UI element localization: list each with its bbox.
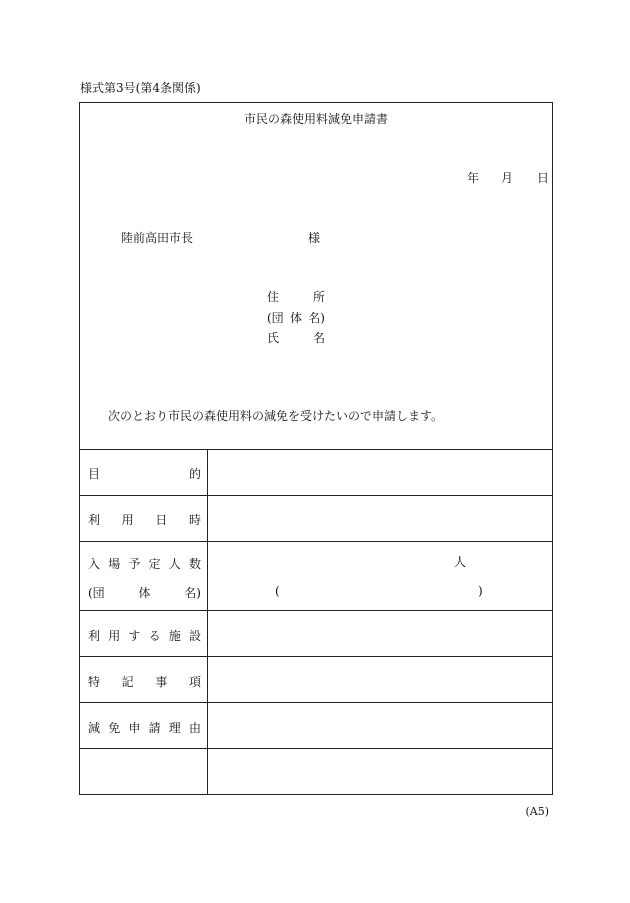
request-statement: 次のとおり市民の森使用料の減免を受けたいので申請します。 (108, 409, 444, 423)
date-month: 月 (501, 171, 514, 185)
applicant-group-label: (団 体 名) (267, 311, 325, 325)
row-label-facility: 利 用 す る 施 設 (88, 629, 201, 643)
applicant-name-label: 氏 名 (267, 331, 325, 345)
form-frame (79, 102, 553, 795)
addressee-honorific: 様 (308, 231, 321, 245)
applicant-address-label: 住 所 (267, 290, 325, 304)
row-label-notes: 特 記 事 項 (88, 675, 201, 689)
row-label-attendance: 入 場 予 定 人 数 (88, 557, 201, 571)
row-label-purpose: 目 的 (88, 467, 201, 481)
paper-size-note: (A5) (525, 805, 549, 818)
row-label-reason: 減 免 申 請 理 由 (88, 721, 201, 735)
addressee-name: 陸前高田市長 (121, 231, 194, 245)
form-number: 様式第3号(第4条関係) (80, 81, 201, 95)
date-year: 年 (467, 171, 480, 185)
group-paren-close: ) (478, 584, 483, 598)
row-label-group: (団 体 名) (88, 586, 201, 600)
row-label-date-time: 利 用 日 時 (88, 513, 201, 527)
attendance-unit: 人 (454, 555, 467, 569)
date-day: 日 (537, 171, 550, 185)
group-paren-open: ( (275, 584, 280, 598)
form-title: 市民の森使用料減免申請書 (243, 112, 388, 126)
